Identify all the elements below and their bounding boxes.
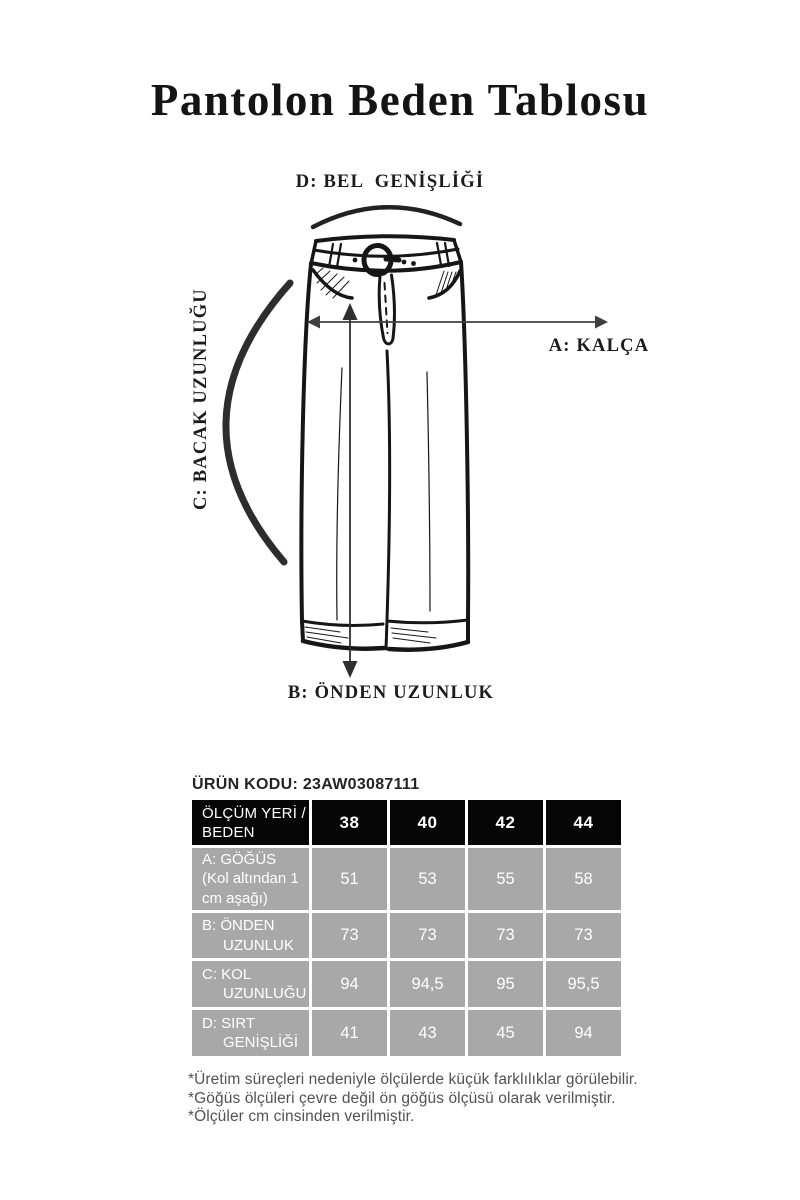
- footnote: *Üretim süreçleri nedeniyle ölçülerde küçük farklılıklar görülebilir.: [188, 1071, 638, 1088]
- size-table-value: 94,5: [390, 961, 465, 1007]
- size-table-row-arm-length-label: C: KOL UZUNLUĞU: [192, 961, 309, 1007]
- product-code-value: 23AW03087111: [302, 776, 420, 793]
- measure-label-leg-length: C: BACAK UZUNLUĞU: [191, 288, 211, 510]
- size-table-value: 73: [546, 913, 621, 958]
- size-table-value: 58: [546, 848, 621, 910]
- footnote: *Ölçüler cm cinsinden verilmiştir.: [188, 1108, 415, 1126]
- waist-width-arc: [313, 207, 460, 227]
- size-table-value: 95: [468, 961, 543, 1007]
- page-title: Pantolon Beden Tablosu: [150, 75, 650, 125]
- measure-label-waist-width: D: BEL GENİŞLİĞİ: [295, 172, 485, 192]
- pants-measurement-diagram: [0, 150, 800, 735]
- measure-label-front-length: B: ÖNDEN UZUNLUK: [287, 683, 495, 703]
- footnote: *Göğüs ölçüleri çevre değil ön göğüs ölçüsü olarak verilmiştir.: [188, 1089, 616, 1107]
- size-table-row-front-length-label: B: ÖNDEN UZUNLUK: [192, 913, 309, 958]
- size-table-header-size-40: 40: [390, 800, 465, 845]
- size-table-value: 55: [468, 848, 543, 910]
- size-table-header-size-44: 44: [546, 800, 621, 845]
- size-table-header-size-42: 42: [468, 800, 543, 845]
- pants-illustration: [150, 150, 670, 710]
- size-table-value: 94: [312, 961, 387, 1007]
- size-table-value: 53: [390, 848, 465, 910]
- size-table-value: 45: [468, 1010, 543, 1056]
- size-table-row-back-width-label: D: SIRT GENİŞLİĞİ: [192, 1010, 309, 1056]
- size-table-value: 73: [312, 913, 387, 958]
- size-table-value: 95,5: [546, 961, 621, 1007]
- size-table-row-chest-label: A: GÖĞÜS (Kol altından 1 cm aşağı): [192, 848, 309, 910]
- product-code: [192, 776, 419, 794]
- size-table-header-measure: ÖLÇÜM YERİ / BEDEN: [192, 800, 309, 845]
- size-table-value: 43: [390, 1010, 465, 1056]
- size-table-value: 94: [546, 1010, 621, 1056]
- product-code-label: ÜRÜN KODU:: [192, 776, 299, 793]
- footnotes: [188, 1071, 638, 1127]
- size-table-value: 51: [312, 848, 387, 910]
- leg-length-curve: [226, 283, 290, 562]
- size-table-header-size-38: 38: [312, 800, 387, 845]
- size-table-value: 73: [390, 913, 465, 958]
- measure-label-hip: A: KALÇA: [548, 336, 650, 356]
- size-table: [192, 800, 621, 1056]
- size-table-value: 73: [468, 913, 543, 958]
- size-table-value: 41: [312, 1010, 387, 1056]
